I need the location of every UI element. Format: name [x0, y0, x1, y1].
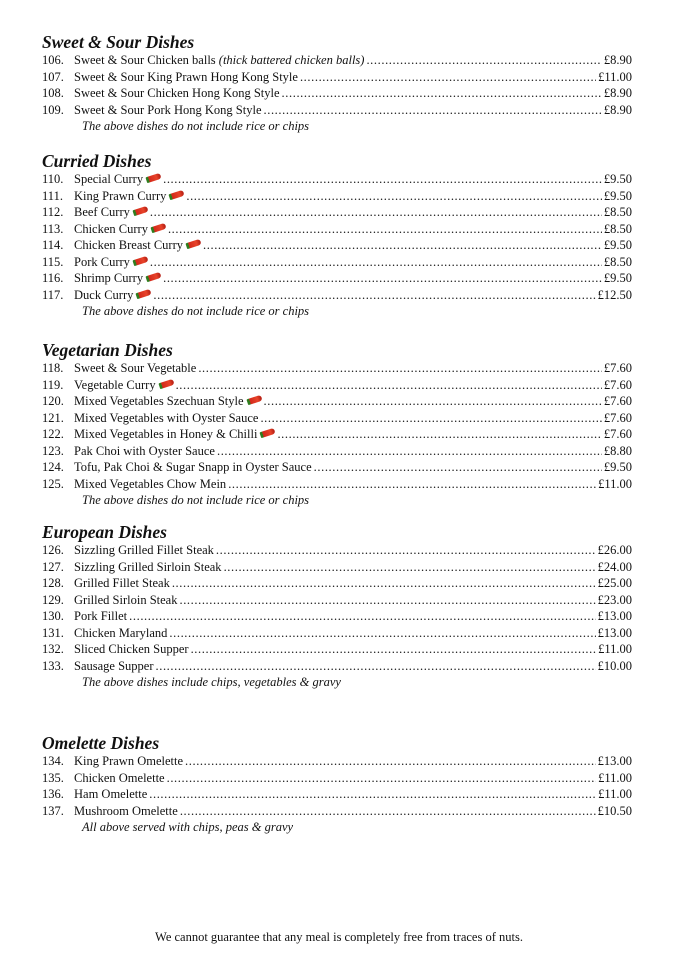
item-price: £7.60: [603, 377, 632, 392]
item-number: 108.: [42, 86, 64, 100]
chili-pepper-icon: [146, 173, 162, 183]
item-number: 135.: [42, 770, 64, 785]
dot-leader: [260, 410, 601, 427]
menu-item: [42, 270, 632, 287]
item-name-wrap: [74, 360, 196, 377]
dot-leader: [264, 102, 602, 119]
item-name-wrap: [74, 85, 280, 102]
item-number: 128.: [42, 576, 64, 590]
item-number: 112.: [42, 205, 64, 219]
menu-item: [42, 377, 632, 394]
menu-item-list: [42, 542, 632, 674]
section-title: Sweet & Sour Dishes: [42, 32, 195, 52]
item-name: Mixed Vegetables with Oyster Sauce: [74, 410, 259, 425]
item-name-wrap: [74, 592, 177, 609]
item-price: £11.00: [598, 787, 632, 801]
chili-pepper-icon: [246, 395, 262, 405]
item-price: £8.50: [603, 254, 632, 269]
item-number: 136.: [42, 787, 64, 801]
item-name: Mushroom Omelette: [74, 803, 178, 818]
item-number: 113.: [42, 221, 64, 236]
item-name: Sliced Chicken Supper: [74, 642, 189, 656]
chili-pepper-icon: [146, 272, 162, 282]
item-price: £8.50: [603, 205, 632, 219]
section-note: All above served with chips, peas & gravy: [82, 820, 294, 834]
item-price: £13.00: [597, 625, 632, 640]
menu-item: [42, 476, 632, 493]
dot-leader: [167, 770, 596, 787]
dot-leader: [163, 171, 602, 188]
item-name-wrap: [74, 69, 298, 86]
item-number: 131.: [42, 625, 64, 640]
item-name: Sweet & Sour Chicken Hong Kong Style: [74, 86, 280, 100]
item-name: Special Curry: [74, 172, 144, 186]
menu-item: [42, 575, 632, 592]
section-note: The above dishes do not include rice or chips: [82, 493, 310, 507]
menu-item-list: [42, 360, 632, 492]
item-name: Sizzling Grilled Fillet Steak: [74, 543, 214, 557]
item-name: Sweet & Sour Vegetable: [74, 361, 197, 375]
menu-item: [42, 608, 632, 625]
section-sweet-sour: [42, 32, 632, 134]
item-price: £9.50: [603, 188, 632, 203]
item-number: 124.: [42, 460, 64, 474]
menu-item-list: [42, 753, 632, 819]
item-name: Sweet & Sour Pork Hong Kong Style: [74, 102, 262, 117]
item-name-wrap: [74, 188, 184, 205]
item-number: 133.: [42, 658, 64, 673]
menu-item: [42, 803, 632, 820]
chili-pepper-icon: [169, 189, 185, 199]
dot-leader: [282, 85, 602, 102]
item-price: £9.50: [603, 460, 632, 474]
item-name: Grilled Sirloin Steak: [74, 592, 178, 607]
menu-item: [42, 221, 632, 238]
item-name-wrap: [74, 426, 275, 443]
item-price: £12.50: [597, 287, 632, 302]
item-name-wrap: [74, 476, 226, 493]
item-price: £11.00: [598, 642, 632, 656]
item-name-wrap: [74, 377, 174, 394]
item-name: Chicken Breast Curry: [74, 238, 184, 252]
item-number: 121.: [42, 410, 64, 425]
item-name-wrap: [74, 221, 166, 238]
chili-pepper-icon: [260, 428, 276, 438]
menu-item: [42, 592, 632, 609]
item-price: £13.00: [597, 754, 632, 768]
item-price: £9.50: [603, 238, 632, 252]
section-note: The above dishes include chips, vegetables & gravy: [82, 675, 341, 689]
menu-item: [42, 625, 632, 642]
item-name-wrap: [74, 171, 161, 188]
dot-leader: [150, 204, 602, 221]
item-price: £8.90: [603, 86, 632, 100]
item-name: Chicken Curry: [74, 221, 148, 236]
item-name-wrap: [74, 459, 312, 476]
chili-pepper-icon: [136, 288, 152, 298]
item-number: 107.: [42, 69, 64, 84]
item-name-wrap: [74, 753, 183, 770]
item-name-wrap: [74, 559, 222, 576]
item-price: £8.80: [603, 443, 632, 458]
item-price: £9.50: [603, 271, 632, 285]
item-number: 117.: [42, 287, 64, 302]
menu-item-list: [42, 52, 632, 118]
item-name: Duck Curry: [74, 287, 134, 302]
item-price: £7.60: [603, 394, 632, 408]
section-omelette: [42, 733, 632, 835]
item-name-wrap: [74, 254, 148, 271]
item-number: 116.: [42, 271, 64, 285]
item-price: £8.90: [603, 53, 632, 67]
item-number: 127.: [42, 559, 64, 574]
item-number: 106.: [42, 53, 64, 67]
menu-item: [42, 102, 632, 119]
item-name-wrap: [74, 287, 151, 304]
menu-item-list: [42, 171, 632, 303]
item-name-wrap: [74, 393, 262, 410]
item-name-wrap: [74, 625, 167, 642]
menu-item: [42, 254, 632, 271]
item-name-wrap: [74, 270, 161, 287]
item-name-wrap: [74, 658, 154, 675]
item-number: 109.: [42, 102, 64, 117]
item-number: 134.: [42, 754, 64, 768]
dot-leader: [366, 52, 601, 69]
item-number: 120.: [42, 394, 64, 408]
item-price: £11.00: [598, 476, 632, 491]
section-curried: [42, 151, 632, 319]
item-number: 118.: [42, 361, 64, 375]
section-note: The above dishes do not include rice or chips: [82, 119, 310, 133]
item-number: 110.: [42, 172, 64, 186]
dot-leader: [168, 221, 602, 238]
item-name: Sweet & Sour Chicken balls: [74, 53, 216, 67]
item-name: Shrimp Curry: [74, 271, 144, 285]
dot-leader: [150, 254, 602, 271]
section-note: The above dishes do not include rice or chips: [82, 304, 310, 318]
item-number: 132.: [42, 642, 64, 656]
item-name: Mixed Vegetables Szechuan Style: [74, 394, 244, 408]
menu-item: [42, 786, 632, 803]
item-name-wrap: [74, 443, 215, 460]
dot-leader: [300, 69, 596, 86]
item-number: 115.: [42, 254, 64, 269]
dot-leader: [264, 393, 602, 410]
item-name-wrap: [74, 52, 364, 69]
dot-leader: [198, 360, 602, 377]
item-name: King Prawn Omelette: [74, 754, 184, 768]
item-name-wrap: [74, 575, 170, 592]
menu-item: [42, 69, 632, 86]
item-name: Vegetable Curry: [74, 377, 156, 392]
item-price: £8.50: [603, 221, 632, 236]
dot-leader: [185, 753, 596, 770]
section-title: Curried Dishes: [42, 151, 152, 171]
section-title: Omelette Dishes: [42, 733, 160, 753]
menu-item: [42, 542, 632, 559]
menu-item: [42, 410, 632, 427]
dot-leader: [228, 476, 596, 493]
item-number: 130.: [42, 609, 64, 623]
dot-leader: [186, 188, 602, 205]
menu-item: [42, 393, 632, 410]
dot-leader: [156, 658, 596, 675]
item-name: King Prawn Curry: [74, 188, 167, 203]
item-name-wrap: [74, 803, 178, 820]
item-name-wrap: [74, 786, 147, 803]
item-name-wrap: [74, 608, 127, 625]
nut-disclaimer: We cannot guarantee that any meal is completely free from traces of nuts.: [155, 930, 523, 944]
dot-leader: [169, 625, 595, 642]
dot-leader: [180, 803, 596, 820]
item-name: Beef Curry: [74, 205, 130, 219]
item-name-wrap: [74, 641, 189, 658]
item-price: £7.60: [603, 410, 632, 425]
item-price: £13.00: [597, 609, 632, 623]
menu-item: [42, 85, 632, 102]
menu-item: [42, 641, 632, 658]
chili-pepper-icon: [132, 255, 148, 265]
item-price: £10.50: [597, 803, 632, 818]
dot-leader: [203, 237, 602, 254]
item-number: 123.: [42, 443, 64, 458]
item-name-wrap: [74, 542, 214, 559]
menu-item: [42, 559, 632, 576]
item-name: Pork Fillet: [74, 609, 128, 623]
item-number: 129.: [42, 592, 64, 607]
item-price: £11.00: [598, 770, 632, 785]
dot-leader: [191, 641, 597, 658]
item-price: £24.00: [597, 559, 632, 574]
item-number: 125.: [42, 476, 64, 491]
menu-item: [42, 188, 632, 205]
item-name: Ham Omelette: [74, 787, 148, 801]
dot-leader: [172, 575, 596, 592]
item-price: £23.00: [597, 592, 632, 607]
section-title: European Dishes: [42, 522, 167, 542]
item-name-wrap: [74, 237, 201, 254]
item-name: Tofu, Pak Choi & Sugar Snapp in Oyster Sauce: [74, 460, 312, 474]
item-number: 137.: [42, 803, 64, 818]
item-number: 114.: [42, 238, 64, 252]
menu-item: [42, 237, 632, 254]
dot-leader: [149, 786, 596, 803]
item-name-wrap: [74, 410, 258, 427]
chili-pepper-icon: [185, 239, 201, 249]
dot-leader: [163, 270, 602, 287]
dot-leader: [153, 287, 595, 304]
menu-item: [42, 360, 632, 377]
item-name-wrap: [74, 770, 165, 787]
item-price: £25.00: [597, 576, 632, 590]
menu-item: [42, 770, 632, 787]
item-description: (thick battered chicken balls): [218, 53, 365, 67]
menu-item: [42, 426, 632, 443]
dot-leader: [129, 608, 595, 625]
menu-item: [42, 459, 632, 476]
menu-item: [42, 52, 632, 69]
item-number: 122.: [42, 427, 64, 441]
menu-item: [42, 753, 632, 770]
item-number: 111.: [42, 188, 63, 203]
chili-pepper-icon: [158, 378, 174, 388]
item-price: £26.00: [597, 543, 632, 557]
item-name: Pork Curry: [74, 254, 130, 269]
menu-item: [42, 287, 632, 304]
menu-item: [42, 443, 632, 460]
dot-leader: [224, 559, 596, 576]
dot-leader: [217, 443, 602, 460]
dot-leader: [176, 377, 602, 394]
item-price: £9.50: [603, 172, 632, 186]
menu-item: [42, 171, 632, 188]
menu-item: [42, 658, 632, 675]
chili-pepper-icon: [132, 206, 148, 216]
item-name-wrap: [74, 102, 262, 119]
section-european: [42, 522, 632, 690]
menu-item: [42, 204, 632, 221]
dot-leader: [216, 542, 596, 559]
item-name: Mixed Vegetables in Honey & Chilli: [74, 427, 258, 441]
item-name: Chicken Omelette: [74, 770, 165, 785]
item-name: Grilled Fillet Steak: [74, 576, 170, 590]
item-name: Chicken Maryland: [74, 625, 168, 640]
chili-pepper-icon: [150, 222, 166, 232]
dot-leader: [314, 459, 602, 476]
dot-leader: [179, 592, 595, 609]
section-vegetarian: [42, 340, 632, 508]
item-name: Pak Choi with Oyster Sauce: [74, 443, 215, 458]
item-price: £10.00: [597, 658, 632, 673]
item-number: 119.: [42, 377, 64, 392]
item-price: £11.00: [598, 69, 632, 84]
item-name: Sizzling Grilled Sirloin Steak: [74, 559, 222, 574]
item-price: £8.90: [603, 102, 632, 117]
item-name: Sweet & Sour King Prawn Hong Kong Style: [74, 69, 298, 84]
dot-leader: [277, 426, 601, 443]
item-number: 126.: [42, 543, 64, 557]
item-name: Sausage Supper: [74, 658, 154, 673]
section-title: Vegetarian Dishes: [42, 340, 173, 360]
item-name-wrap: [74, 204, 148, 221]
item-price: £7.60: [603, 361, 632, 375]
item-name: Mixed Vegetables Chow Mein: [74, 476, 227, 491]
item-price: £7.60: [603, 427, 632, 441]
